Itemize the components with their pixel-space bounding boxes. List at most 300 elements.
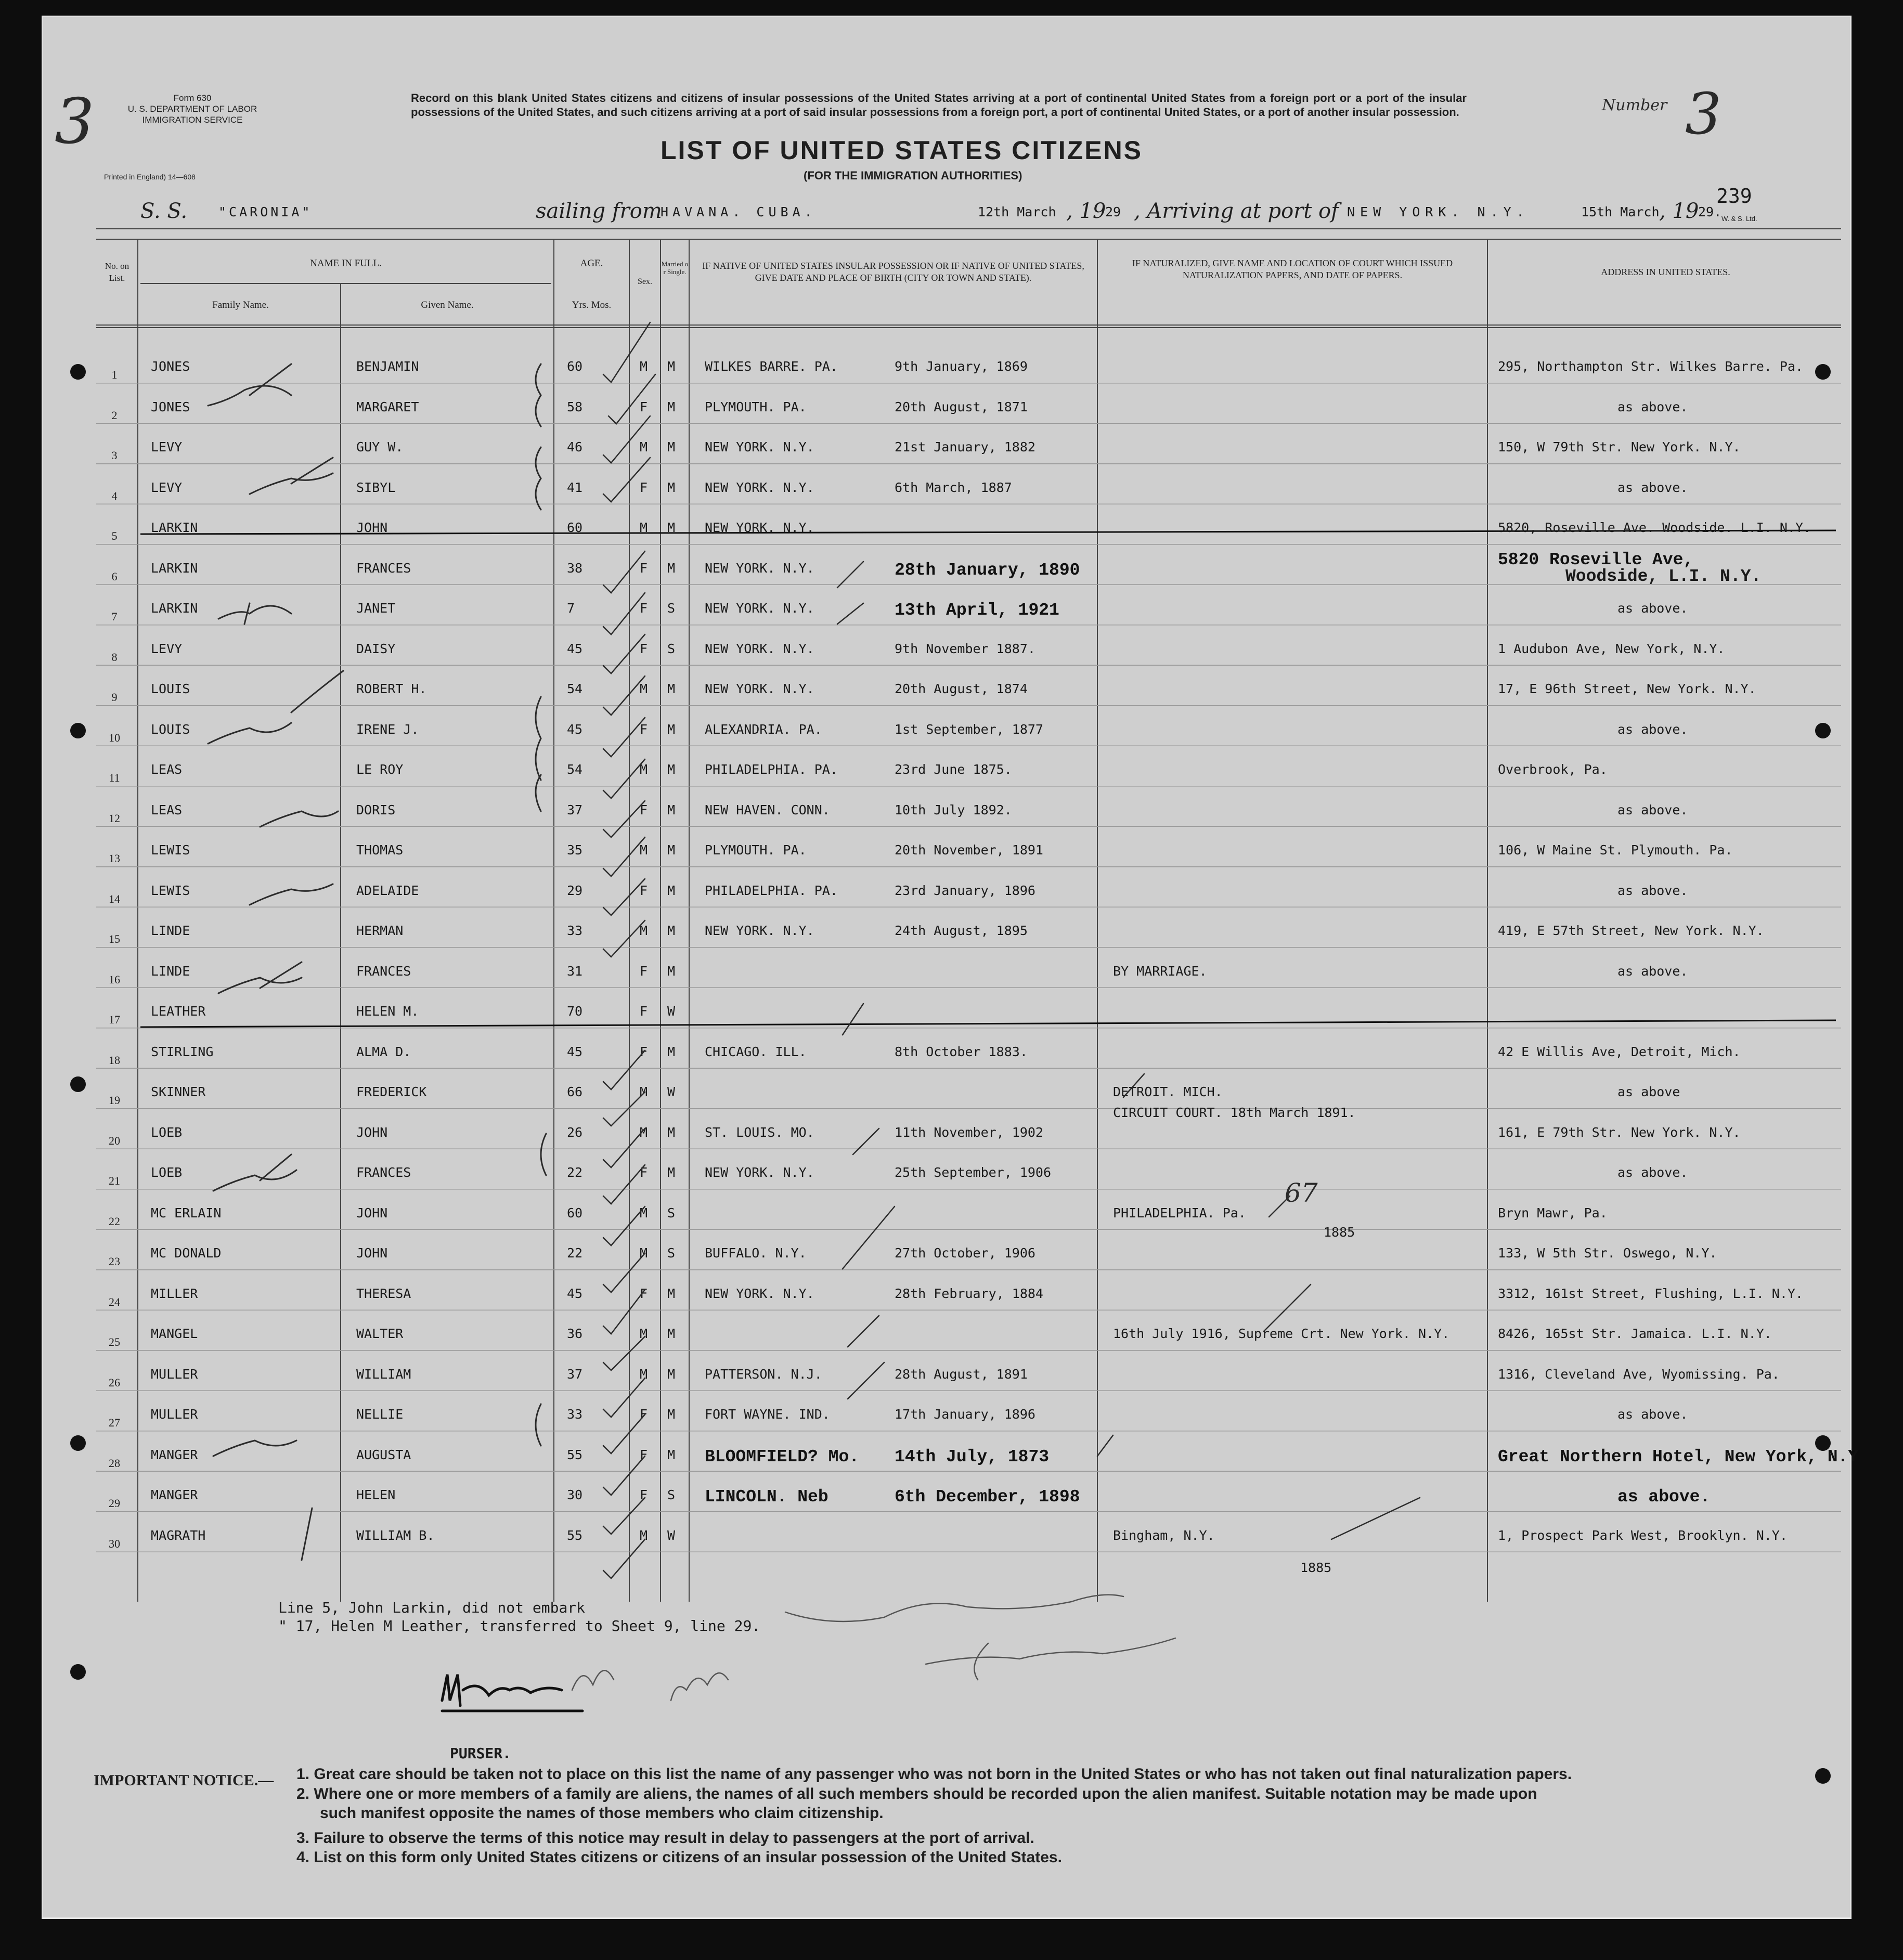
sex: M <box>640 923 648 938</box>
marital-status: M <box>667 1366 676 1382</box>
given-name: JOHN <box>356 1245 388 1261</box>
given-name: JOHN <box>356 1205 388 1221</box>
given-name: LE ROY <box>356 762 404 777</box>
row-number: 29 <box>109 1497 120 1510</box>
birth-place: PHILADELPHIA. PA. <box>705 762 838 777</box>
sex: M <box>640 842 648 858</box>
row-number: 25 <box>109 1335 120 1348</box>
family-name: LEAS <box>151 762 183 777</box>
family-name: MC ERLAIN <box>151 1205 222 1221</box>
address: as above. <box>1617 882 1688 898</box>
marital-status: W <box>667 1004 676 1019</box>
sex: F <box>640 560 648 576</box>
notice-label: IMPORTANT NOTICE.— <box>94 1772 274 1789</box>
birth-date: 20th August, 1874 <box>895 681 1028 696</box>
birth-place: FORT WAYNE. IND. <box>705 1407 830 1422</box>
birth-date: 14th July, 1873 <box>895 1447 1050 1466</box>
birth-date: 24th August, 1895 <box>895 923 1028 938</box>
family-name: STIRLING <box>151 1044 214 1059</box>
given-name: HERMAN <box>356 923 404 938</box>
family-name: MULLER <box>151 1366 198 1382</box>
arrival-year: 29. <box>1698 204 1722 219</box>
row-number: 23 <box>109 1255 120 1268</box>
sex: F <box>640 1286 648 1301</box>
birth-date: 25th September, 1906 <box>895 1165 1052 1180</box>
birth-place: WILKES BARRE. PA. <box>705 359 838 374</box>
address: 133, W 5th Str. Oswego, N.Y. <box>1498 1245 1717 1261</box>
marital-status: M <box>667 520 676 535</box>
family-name: LARKIN <box>151 601 198 616</box>
given-name: IRENE J. <box>356 721 419 737</box>
birth-date: 8th October 1883. <box>895 1044 1028 1059</box>
sex: F <box>640 399 648 414</box>
address: 150, W 79th Str. New York. N.Y. <box>1498 439 1741 455</box>
sex: F <box>640 1407 648 1422</box>
age: 37 <box>567 1366 583 1382</box>
number-label: Number <box>1602 96 1667 114</box>
col-age: AGE. <box>580 258 603 269</box>
row-number: 6 <box>111 569 118 583</box>
sailing-from: HAVANA. CUBA. <box>661 204 817 219</box>
marital-status: M <box>667 842 676 858</box>
family-name: MANGER <box>151 1447 198 1462</box>
row-number: 21 <box>109 1174 120 1187</box>
sailing-from-label: sailing from <box>536 199 662 223</box>
family-name: JONES <box>151 359 190 374</box>
birth-place: ALEXANDRIA. PA. <box>705 721 822 737</box>
row-number: 19 <box>109 1094 120 1107</box>
age: 60 <box>567 359 583 374</box>
age: 46 <box>567 439 583 455</box>
col-family-name: Family Name. <box>212 300 269 310</box>
given-name: NELLIE <box>356 1407 404 1422</box>
given-name: DORIS <box>356 802 396 817</box>
age: 45 <box>567 641 583 656</box>
row-number: 16 <box>109 972 120 986</box>
family-name: LEVY <box>151 439 183 455</box>
address: Bryn Mawr, Pa. <box>1498 1205 1608 1221</box>
given-name: GUY W. <box>356 439 404 455</box>
family-name: LOUIS <box>151 721 190 737</box>
marital-status: M <box>667 1447 676 1462</box>
family-name: LINDE <box>151 923 190 938</box>
family-name: LOEB <box>151 1165 183 1180</box>
address: 161, E 79th Str. New York. N.Y. <box>1498 1124 1741 1140</box>
marital-status: M <box>667 1407 676 1422</box>
marital-status: W <box>667 1527 676 1543</box>
ss-label: S. S. <box>140 199 188 223</box>
age: 60 <box>567 520 583 535</box>
row-number: 3 <box>111 449 118 462</box>
age: 22 <box>567 1165 583 1180</box>
row-number: 12 <box>109 811 120 825</box>
ship-name: "CARONIA" <box>218 204 313 219</box>
sex: F <box>640 479 648 495</box>
sex: F <box>640 1165 648 1180</box>
given-name: ALMA D. <box>356 1044 411 1059</box>
age: 66 <box>567 1084 583 1099</box>
age: 22 <box>567 1245 583 1261</box>
age: 54 <box>567 681 583 696</box>
family-name: LEAS <box>151 802 183 817</box>
marital-status: M <box>667 359 676 374</box>
address: 5820, Roseville Ave. Woodside. L.I. N.Y. <box>1498 520 1811 535</box>
sex: M <box>640 1527 648 1543</box>
page-title: LIST OF UNITED STATES CITIZENS <box>661 136 1143 165</box>
marital-status: M <box>667 721 676 737</box>
family-name: LEVY <box>151 641 183 656</box>
row19-court: CIRCUIT COURT. 18th March 1891. <box>1113 1105 1356 1120</box>
row-number: 17 <box>109 1013 120 1026</box>
row-number: 15 <box>109 932 120 945</box>
marital-status: W <box>667 1084 676 1099</box>
birth-date: 28th February, 1884 <box>895 1286 1043 1301</box>
birth-place: NEW HAVEN. CONN. <box>705 802 830 817</box>
address: 42 E Willis Ave, Detroit, Mich. <box>1498 1044 1741 1059</box>
instructions: Record on this blank United States citizens and citizens of insular possessions of the United States arriving at a port of continental United States from a foreign port or a port of the insular possessions of the United States, and such citizens arriving at a port of said insular possessions from a foreign port, a port of continental United States, or a port of another insular possession. <box>411 92 1467 119</box>
row-number: 26 <box>109 1375 120 1389</box>
birth-date: 11th November, 1902 <box>895 1124 1043 1140</box>
birth-place: PLYMOUTH. PA. <box>705 842 807 858</box>
marital-status: M <box>667 1326 676 1341</box>
col-no: No. on List. <box>105 261 130 283</box>
birth-date: 23rd June 1875. <box>895 762 1012 777</box>
birth-place: NEW YORK. N.Y. <box>705 1286 814 1301</box>
row-number: 24 <box>109 1295 120 1308</box>
number-value: 3 <box>1685 81 1721 147</box>
sex: M <box>640 1205 648 1221</box>
age: 26 <box>567 1124 583 1140</box>
row-number: 28 <box>109 1456 120 1470</box>
age: 36 <box>567 1326 583 1341</box>
naturalization: Bingham, N.Y. <box>1113 1527 1215 1543</box>
row-number: 10 <box>109 731 120 744</box>
given-name: JANET <box>356 601 396 616</box>
sex: F <box>640 882 648 898</box>
given-name: ADELAIDE <box>356 882 419 898</box>
age: 55 <box>567 1527 583 1543</box>
row-number: 2 <box>111 408 118 422</box>
marital-status: M <box>667 1286 676 1301</box>
address: as above. <box>1617 721 1688 737</box>
notice-item-3: 3. Failure to observe the terms of this notice may result in delay to passengers at the port of arrival. <box>296 1829 1034 1847</box>
age: 54 <box>567 762 583 777</box>
row-number: 11 <box>109 771 120 784</box>
marital-status: S <box>667 641 676 656</box>
naturalization: 16th July 1916, Supreme Crt. New York. N.Y. <box>1113 1326 1450 1341</box>
given-name: HELEN M. <box>356 1004 419 1019</box>
birth-place: LINCOLN. Neb <box>705 1487 828 1507</box>
age: 29 <box>567 882 583 898</box>
birth-place: BLOOMFIELD? Mo. <box>705 1447 860 1466</box>
given-name: JOHN <box>356 1124 388 1140</box>
given-name: MARGARET <box>356 399 419 414</box>
department: U. S. DEPARTMENT OF LABOR <box>127 104 257 114</box>
given-name: FRANCES <box>356 560 411 576</box>
sail-date: 12th March <box>978 204 1056 219</box>
birth-date: 20th August, 1871 <box>895 399 1028 414</box>
address: as above. <box>1617 399 1688 414</box>
age: 41 <box>567 479 583 495</box>
address: as above. <box>1617 479 1688 495</box>
family-name: SKINNER <box>151 1084 206 1099</box>
given-name: WILLIAM <box>356 1366 411 1382</box>
sex: F <box>640 1447 648 1462</box>
birth-place: NEW YORK. N.Y. <box>705 923 814 938</box>
age: 31 <box>567 963 583 979</box>
address: Overbrook, Pa. <box>1498 762 1608 777</box>
age: 35 <box>567 842 583 858</box>
form-number: Form 630 <box>173 93 212 103</box>
age: 37 <box>567 802 583 817</box>
sex: F <box>640 802 648 817</box>
address: 3312, 161st Street, Flushing, L.I. N.Y. <box>1498 1286 1803 1301</box>
row22-mark: 67 <box>1285 1178 1318 1208</box>
given-name: SIBYL <box>356 479 396 495</box>
col-address: ADDRESS IN UNITED STATES. <box>1601 267 1730 277</box>
age: 38 <box>567 560 583 576</box>
address: 106, W Maine St. Plymouth. Pa. <box>1498 842 1733 858</box>
footnote-line-17: " 17, Helen M Leather, transferred to Sheet 9, line 29. <box>278 1617 761 1634</box>
notice-item-2: 2. Where one or more members of a family are aliens, the names of all such members should be recorded upon the alien manifest. Suitable notation may be made upon <box>296 1785 1537 1802</box>
birth-place: NEW YORK. N.Y. <box>705 1165 814 1180</box>
marital-status: S <box>667 1487 676 1502</box>
given-name: THERESA <box>356 1286 411 1301</box>
sex: M <box>640 1084 648 1099</box>
marital-status: M <box>667 439 676 455</box>
marital-status: M <box>667 1044 676 1059</box>
sex: M <box>640 1366 648 1382</box>
family-name: MILLER <box>151 1286 198 1301</box>
age: 70 <box>567 1004 583 1019</box>
birth-date: 28th January, 1890 <box>895 560 1080 580</box>
family-name: MANGER <box>151 1487 198 1502</box>
address: Great Northern Hotel, New York, N.Y <box>1498 1447 1859 1466</box>
arrival-port: NEW YORK. N.Y. <box>1347 204 1530 219</box>
birth-place: ST. LOUIS. MO. <box>705 1124 814 1140</box>
address: 8426, 165st Str. Jamaica. L.I. N.Y. <box>1498 1326 1772 1341</box>
marital-status: M <box>667 1124 676 1140</box>
naturalization: BY MARRIAGE. <box>1113 963 1207 979</box>
notice-item-2-cont: such manifest opposite the names of those members who claim citizenship. <box>320 1805 884 1822</box>
marital-status: M <box>667 882 676 898</box>
col-native: IF NATIVE OF UNITED STATES INSULAR POSSESSION OR IF NATIVE OF UNITED STATES, GIVE DATE AND PLACE OF BIRTH (CITY OR TOWN AND STATE). <box>702 261 1084 283</box>
page-subtitle: (FOR THE IMMIGRATION AUTHORITIES) <box>804 169 1022 182</box>
sex: F <box>640 1044 648 1059</box>
address: 1 Audubon Ave, New York, N.Y. <box>1498 641 1725 656</box>
row22-year: 1885 <box>1324 1225 1355 1240</box>
address: as above. <box>1617 601 1688 616</box>
row-number: 5 <box>111 529 118 542</box>
address: 419, E 57th Street, New York. N.Y. <box>1498 923 1764 938</box>
sex: F <box>640 1004 648 1019</box>
address: as above. <box>1617 1165 1688 1180</box>
row-number: 20 <box>109 1134 120 1147</box>
sex: M <box>640 762 648 777</box>
age: 45 <box>567 1044 583 1059</box>
family-name: MAGRATH <box>151 1527 206 1543</box>
given-name: WILLIAM B. <box>356 1527 435 1543</box>
birth-place: NEW YORK. N.Y. <box>705 641 814 656</box>
sex: M <box>640 439 648 455</box>
arrival-year-prefix: , 19 <box>1659 199 1699 223</box>
row-number: 27 <box>109 1416 120 1429</box>
service: IMMIGRATION SERVICE <box>142 115 243 125</box>
notice-item-4: 4. List on this form only United States citizens or citizens of an insular possession of the United States. <box>296 1849 1062 1866</box>
notice-item-1: 1. Great care should be taken not to place on this list the name of any passenger who was not born in the United States or who has not taken out final naturalization papers. <box>296 1766 1572 1783</box>
sex: F <box>640 963 648 979</box>
row-number: 13 <box>109 852 120 865</box>
family-name: MC DONALD <box>151 1245 222 1261</box>
marital-status: M <box>667 1165 676 1180</box>
row-number: 7 <box>111 610 118 623</box>
sex: F <box>640 721 648 737</box>
row-number: 22 <box>109 1214 120 1228</box>
sex: M <box>640 359 648 374</box>
birth-place: NEW YORK. N.Y. <box>705 479 814 495</box>
given-name: JOHN <box>356 520 388 535</box>
row-number: 1 <box>111 368 118 381</box>
birth-place: NEW YORK. N.Y. <box>705 520 814 535</box>
birth-place: BUFFALO. N.Y. <box>705 1245 807 1261</box>
birth-date: 21st January, 1882 <box>895 439 1035 455</box>
purser-label: PURSER. <box>450 1745 512 1762</box>
given-name: ROBERT H. <box>356 681 427 696</box>
age: 33 <box>567 923 583 938</box>
row-number: 8 <box>111 650 118 664</box>
col-yrs-mos: Yrs. Mos. <box>572 300 612 310</box>
given-name: FRANCES <box>356 1165 411 1180</box>
col-sex: Sex. <box>638 277 652 286</box>
marital-status: S <box>667 1205 676 1221</box>
given-name: BENJAMIN <box>356 359 419 374</box>
birth-date: 17th January, 1896 <box>895 1407 1035 1422</box>
row-number: 4 <box>111 489 118 502</box>
col-name-in-full: NAME IN FULL. <box>310 258 382 269</box>
given-name: DAISY <box>356 641 396 656</box>
row30-year: 1885 <box>1300 1560 1332 1575</box>
sheet-number-handwritten: 3 <box>55 86 95 158</box>
marital-status: M <box>667 963 676 979</box>
age: 45 <box>567 1286 583 1301</box>
birth-date: 28th August, 1891 <box>895 1366 1028 1382</box>
birth-date: 9th January, 1869 <box>895 359 1028 374</box>
address: as above <box>1617 1084 1680 1099</box>
sex: F <box>640 641 648 656</box>
row-number: 18 <box>109 1053 120 1067</box>
marital-status: S <box>667 1245 676 1261</box>
age: 45 <box>567 721 583 737</box>
birth-date: 20th November, 1891 <box>895 842 1043 858</box>
age: 30 <box>567 1487 583 1502</box>
given-name: AUGUSTA <box>356 1447 411 1462</box>
col-married: Married or Single. <box>661 260 689 276</box>
address: 1316, Cleveland Ave, Wyomissing. Pa. <box>1498 1366 1780 1382</box>
family-name: LOEB <box>151 1124 183 1140</box>
birth-date: 9th November 1887. <box>895 641 1035 656</box>
arrival-date: 15th March <box>1581 204 1660 219</box>
age: 60 <box>567 1205 583 1221</box>
birth-place: NEW YORK. N.Y. <box>705 601 814 616</box>
woodside-address: Woodside, L.I. N.Y. <box>1565 567 1762 586</box>
birth-date: 1st September, 1877 <box>895 721 1043 737</box>
age: 55 <box>567 1447 583 1462</box>
family-name: LARKIN <box>151 560 198 576</box>
birth-date: 13th April, 1921 <box>895 601 1059 620</box>
family-name: LEWIS <box>151 842 190 858</box>
sex: M <box>640 520 648 535</box>
sex: M <box>640 681 648 696</box>
address: 17, E 96th Street, New York. N.Y. <box>1498 681 1756 696</box>
birth-place: PATTERSON. N.J. <box>705 1366 822 1382</box>
marital-status: M <box>667 479 676 495</box>
sex: M <box>640 1124 648 1140</box>
row-number: 30 <box>109 1537 120 1550</box>
birth-date: 6th March, 1887 <box>895 479 1012 495</box>
row-number: 14 <box>109 892 120 905</box>
sail-year: 29 <box>1105 204 1121 219</box>
birth-place: PHILADELPHIA. PA. <box>705 882 838 898</box>
family-name: JONES <box>151 399 190 414</box>
age: 33 <box>567 1407 583 1422</box>
row-number: 9 <box>111 691 118 704</box>
marital-status: M <box>667 802 676 817</box>
marital-status: M <box>667 560 676 576</box>
given-name: FREDERICK <box>356 1084 427 1099</box>
family-name: MULLER <box>151 1407 198 1422</box>
address: as above. <box>1617 802 1688 817</box>
given-name: THOMAS <box>356 842 404 858</box>
family-name: LEVY <box>151 479 183 495</box>
address: as above. <box>1617 1487 1711 1507</box>
age: 58 <box>567 399 583 414</box>
birth-place: NEW YORK. N.Y. <box>705 439 814 455</box>
stamp-number: 239 <box>1716 185 1752 207</box>
age: 7 <box>567 601 575 616</box>
given-name: FRANCES <box>356 963 411 979</box>
sex: F <box>640 601 648 616</box>
birth-date: 6th December, 1898 <box>895 1487 1080 1507</box>
footnote-line-5: Line 5, John Larkin, did not embark <box>278 1599 586 1616</box>
family-name: LINDE <box>151 963 190 979</box>
family-name: LARKIN <box>151 520 198 535</box>
sail-year-prefix: , 19 <box>1066 199 1106 223</box>
marital-status: M <box>667 399 676 414</box>
naturalization: PHILADELPHIA. Pa. <box>1113 1205 1246 1221</box>
printed-note: Printed in England) 14—608 <box>104 173 196 181</box>
family-name: LEWIS <box>151 882 190 898</box>
birth-place: NEW YORK. N.Y. <box>705 560 814 576</box>
address: 5820 Roseville Ave, <box>1498 550 1694 569</box>
address: as above. <box>1617 1407 1688 1422</box>
birth-date: 23rd January, 1896 <box>895 882 1035 898</box>
sex: M <box>640 1326 648 1341</box>
family-name: LOUIS <box>151 681 190 696</box>
birth-place: PLYMOUTH. PA. <box>705 399 807 414</box>
address: as above. <box>1617 963 1688 979</box>
family-name: MANGEL <box>151 1326 198 1341</box>
birth-place: NEW YORK. N.Y. <box>705 681 814 696</box>
marital-status: M <box>667 681 676 696</box>
naturalization: DETROIT. MICH. <box>1113 1084 1223 1099</box>
col-given-name: Given Name. <box>421 300 474 310</box>
printer-mark: W. & S. Ltd. <box>1721 215 1757 223</box>
birth-date: 27th October, 1906 <box>895 1245 1035 1261</box>
address: 1, Prospect Park West, Brooklyn. N.Y. <box>1498 1527 1788 1543</box>
col-naturalized: IF NATURALIZED, GIVE NAME AND LOCATION OF COURT WHICH ISSUED NATURALIZATION PAPERS, AND DATE OF PAPERS. <box>1132 258 1453 280</box>
given-name: HELEN <box>356 1487 396 1502</box>
arriving-label: , Arriving at port of <box>1134 199 1339 223</box>
